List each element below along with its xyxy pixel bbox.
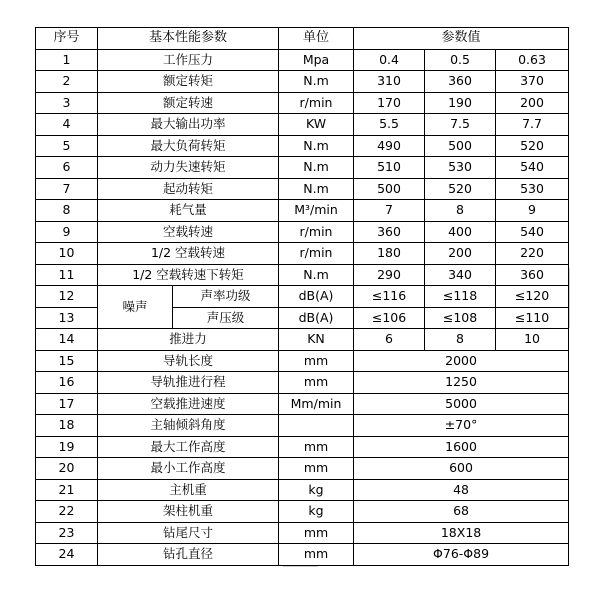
value-cell: 340 [425, 264, 496, 286]
unit-cell: kg [279, 501, 354, 523]
value-cell: 2000 [354, 350, 569, 372]
value-cell: 8 [425, 200, 496, 222]
value-cell: 500 [354, 178, 425, 200]
value-cell: 170 [354, 92, 425, 114]
value-cell: 7 [354, 200, 425, 222]
row-number: 21 [36, 479, 98, 501]
row-number: 17 [36, 393, 98, 415]
parameter-name: 耗气量 [98, 200, 279, 222]
value-cell: 7.7 [496, 114, 569, 136]
row-number: 16 [36, 372, 98, 394]
value-cell: 360 [354, 221, 425, 243]
table-row [36, 243, 569, 265]
value-cell: 0.5 [425, 49, 496, 71]
table-header-row [36, 28, 569, 50]
spec-table-wrapper [35, 27, 569, 566]
table-row [36, 157, 569, 179]
parameter-name: 主轴倾斜角度 [98, 415, 279, 437]
value-cell: 600 [354, 458, 569, 480]
value-cell: 1600 [354, 436, 569, 458]
table-row [36, 114, 569, 136]
unit-cell: mm [279, 436, 354, 458]
table-row [36, 264, 569, 286]
row-number: 5 [36, 135, 98, 157]
row-number: 20 [36, 458, 98, 480]
unit-cell: r/min [279, 221, 354, 243]
table-row [36, 544, 569, 566]
value-cell: 9 [496, 200, 569, 222]
value-cell: 370 [496, 71, 569, 93]
row-number: 19 [36, 436, 98, 458]
noise-group-label: 噪声 [98, 286, 173, 329]
row-number: 1 [36, 49, 98, 71]
value-cell: 500 [425, 135, 496, 157]
parameter-name: 导轨长度 [98, 350, 279, 372]
parameter-name: 主机重 [98, 479, 279, 501]
value-cell: 200 [496, 92, 569, 114]
table-row [36, 92, 569, 114]
value-cell: 520 [425, 178, 496, 200]
value-cell: 68 [354, 501, 569, 523]
value-cell: ≤110 [496, 307, 569, 329]
table-row [36, 350, 569, 372]
value-cell: 540 [496, 221, 569, 243]
value-cell: 180 [354, 243, 425, 265]
table-row [36, 372, 569, 394]
table-row [36, 286, 569, 308]
value-cell: 5.5 [354, 114, 425, 136]
table-row [36, 479, 569, 501]
unit-cell: mm [279, 458, 354, 480]
table-row [36, 221, 569, 243]
value-cell: ≤120 [496, 286, 569, 308]
header-values: 参数值 [354, 28, 569, 50]
parameter-name: 额定转矩 [98, 71, 279, 93]
divider-line [569, 268, 570, 328]
value-cell: 0.4 [354, 49, 425, 71]
table-row [36, 501, 569, 523]
value-cell: 510 [354, 157, 425, 179]
row-number: 2 [36, 71, 98, 93]
parameter-name: 空载推进速度 [98, 393, 279, 415]
table-row [36, 49, 569, 71]
table-row [36, 200, 569, 222]
unit-cell [279, 415, 354, 437]
unit-cell: N.m [279, 135, 354, 157]
row-number: 24 [36, 544, 98, 566]
unit-cell: dB(A) [279, 307, 354, 329]
unit-cell: Mm/min [279, 393, 354, 415]
row-number: 9 [36, 221, 98, 243]
value-cell: 10 [496, 329, 569, 351]
row-number: 8 [36, 200, 98, 222]
value-cell: 190 [425, 92, 496, 114]
value-cell: 6 [354, 329, 425, 351]
table-row [36, 436, 569, 458]
spec-table [35, 27, 569, 566]
parameter-name: 最大输出功率 [98, 114, 279, 136]
header-param: 基本性能参数 [98, 28, 279, 50]
unit-cell: dB(A) [279, 286, 354, 308]
row-number: 11 [36, 264, 98, 286]
value-cell: 360 [425, 71, 496, 93]
parameter-name: 额定转速 [98, 92, 279, 114]
parameter-name: 架柱机重 [98, 501, 279, 523]
parameter-name: 动力失速转矩 [98, 157, 279, 179]
parameter-name: 最大负荷转矩 [98, 135, 279, 157]
table-row [36, 135, 569, 157]
value-cell: 7.5 [425, 114, 496, 136]
unit-cell: N.m [279, 264, 354, 286]
parameter-name: 最大工作高度 [98, 436, 279, 458]
parameter-name: 1/2 空载转速下转矩 [98, 264, 279, 286]
row-number: 6 [36, 157, 98, 179]
value-cell: 18X18 [354, 522, 569, 544]
row-number: 3 [36, 92, 98, 114]
unit-cell: kg [279, 479, 354, 501]
value-cell: 5000 [354, 393, 569, 415]
value-cell: 360 [496, 264, 569, 286]
unit-cell: mm [279, 372, 354, 394]
unit-cell: mm [279, 350, 354, 372]
unit-cell: mm [279, 544, 354, 566]
table-row [36, 393, 569, 415]
row-number: 15 [36, 350, 98, 372]
value-cell: 520 [496, 135, 569, 157]
table-row [36, 458, 569, 480]
value-cell: 220 [496, 243, 569, 265]
parameter-name: 钻孔直径 [98, 544, 279, 566]
unit-cell: KW [279, 114, 354, 136]
parameter-name: 1/2 空载转速 [98, 243, 279, 265]
unit-cell: mm [279, 522, 354, 544]
parameter-name: 最小工作高度 [98, 458, 279, 480]
value-cell: 290 [354, 264, 425, 286]
value-cell: 0.63 [496, 49, 569, 71]
unit-cell: N.m [279, 71, 354, 93]
value-cell: ≤118 [425, 286, 496, 308]
table-row [36, 71, 569, 93]
parameter-subname: 声压级 [173, 307, 279, 329]
header-unit: 单位 [279, 28, 354, 50]
value-cell: 1250 [354, 372, 569, 394]
parameter-name: 空载转速 [98, 221, 279, 243]
value-cell: 400 [425, 221, 496, 243]
parameter-name: 钻尾尺寸 [98, 522, 279, 544]
row-number: 23 [36, 522, 98, 544]
row-number: 14 [36, 329, 98, 351]
unit-cell: Mpa [279, 49, 354, 71]
table-row [36, 329, 569, 351]
value-cell: ≤106 [354, 307, 425, 329]
table-row [36, 178, 569, 200]
divider-line [283, 566, 318, 567]
parameter-subname: 声率功级 [173, 286, 279, 308]
unit-cell: r/min [279, 92, 354, 114]
value-cell: 8 [425, 329, 496, 351]
value-cell: 310 [354, 71, 425, 93]
row-number: 7 [36, 178, 98, 200]
parameter-name: 导轨推进行程 [98, 372, 279, 394]
value-cell: ≤116 [354, 286, 425, 308]
row-number: 10 [36, 243, 98, 265]
value-cell: ≤108 [425, 307, 496, 329]
unit-cell: M³/min [279, 200, 354, 222]
row-number: 4 [36, 114, 98, 136]
header-no: 序号 [36, 28, 98, 50]
row-number: 22 [36, 501, 98, 523]
value-cell: 530 [425, 157, 496, 179]
row-number: 18 [36, 415, 98, 437]
parameter-name: 起动转矩 [98, 178, 279, 200]
parameter-name: 工作压力 [98, 49, 279, 71]
value-cell: 48 [354, 479, 569, 501]
row-number: 13 [36, 307, 98, 329]
unit-cell: N.m [279, 157, 354, 179]
parameter-name: 推进力 [98, 329, 279, 351]
table-row [36, 522, 569, 544]
value-cell: 200 [425, 243, 496, 265]
value-cell: 530 [496, 178, 569, 200]
row-number: 12 [36, 286, 98, 308]
table-row [36, 415, 569, 437]
value-cell: Φ76-Φ89 [354, 544, 569, 566]
value-cell: 540 [496, 157, 569, 179]
value-cell: ±70° [354, 415, 569, 437]
unit-cell: r/min [279, 243, 354, 265]
value-cell: 490 [354, 135, 425, 157]
unit-cell: KN [279, 329, 354, 351]
unit-cell: N.m [279, 178, 354, 200]
